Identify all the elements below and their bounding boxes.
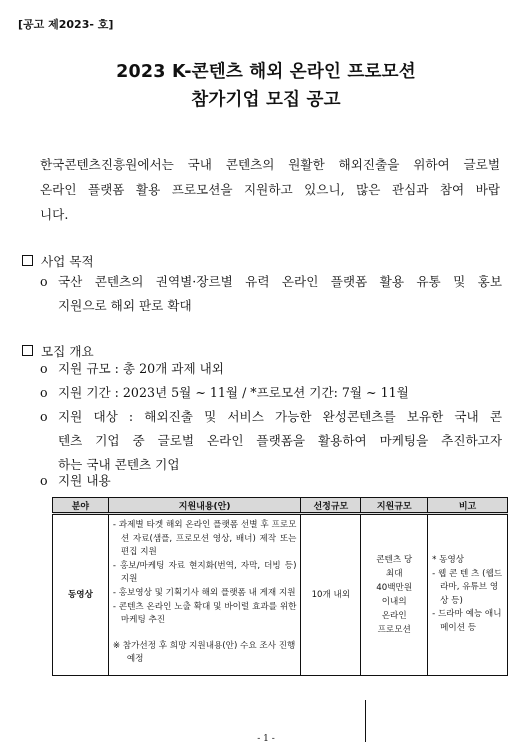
table-row [53,514,508,676]
bullet-line: 지원으로 해외 판로 확대 [58,298,192,313]
content-bullet [40,469,502,493]
bullet-circle-icon: o [40,473,48,488]
remarks-title: * 동영상 [432,555,465,566]
bullet-line: 텐츠 기업 중 글로벌 온라인 플랫폼을 활용하여 마케팅을 추진하고자 [58,433,502,448]
support-scale-cell [361,514,428,676]
support-table [52,497,508,676]
table-header-row [53,498,508,514]
section-title: 사업 목적 [41,254,94,269]
intro-line: 한국콘텐츠진흥원에서는 국내 콘텐츠의 원활한 해외진출을 위하여 글로벌 [40,157,500,172]
scale-bullet [40,357,502,381]
document-title: 2023 K-콘텐츠 해외 온라인 프로모션 [116,62,416,82]
notice-number: [공고 제2023- 호] [18,18,114,31]
support-line: 콘텐츠 당 [376,554,413,565]
target-bullet [40,405,502,477]
section-heading-purpose [22,251,94,270]
support-line: 40백만원 [376,582,413,593]
content-item: - 홍보영상 및 기획기사 해외 플랫폼 내 게재 지원 [112,587,296,598]
table-header: 비고 [428,498,508,514]
bullet-line: 국산 콘텐츠의 권역별·장르별 유력 온라인 플랫폼 활용 유통 및 홍보 [58,274,502,289]
table-header: 분야 [53,498,109,514]
content-item: - 과제별 타겟 해외 온라인 플랫폼 선별 후 프로모션 자료(샘플, 프로모션 영상, 배너) 제작 또는 편집 지원 [112,520,297,558]
bullet-line: 지원 규모 : 총 20개 과제 내외 [58,361,224,376]
content-item: - 홍보/마케팅 자료 현지화(번역, 자막, 더빙 등) 지원 [112,560,297,585]
section-title: 모집 개요 [41,344,94,359]
content-item: - 콘텐츠 온라인 노출 확대 및 바이럴 효과를 위한 마케팅 추진 [112,601,297,626]
bullet-line: 지원 내용 [58,473,111,488]
field-cell: 동영상 [53,514,109,676]
checkbox-square-icon [22,345,33,356]
support-line: 프로모션 [377,624,411,635]
intro-line: 니다. [40,207,69,222]
period-bullet [40,381,502,405]
selection-cell: 10개 내외 [301,514,361,676]
remarks-item: - 드라마 예능 애니메이션 등 [432,609,502,633]
checkbox-square-icon [22,255,33,266]
table-header: 선정규모 [301,498,361,514]
remarks-item: - 웹 콘 텐 츠 (웹드라마, 유튜브 영상 등) [432,568,503,606]
support-line: 최대 [385,568,403,579]
purpose-bullet [40,270,502,318]
content-note: ※ 참가선정 후 희망 지원내용(안) 수요 조사 진행예정 [112,640,296,665]
bullet-circle-icon: o [40,409,48,424]
support-line: 온라인 [381,610,407,621]
page-number: - 1 - [257,734,275,742]
remarks-cell [428,514,508,676]
bullet-line: 지원 기간 : 2023년 5월 ~ 11월 / *프로모션 기간: 7월 ~ 11월 [58,385,409,400]
table-header: 지원규모 [361,498,428,514]
bullet-line: 하는 국내 콘텐츠 기업 [58,457,180,472]
support-line: 이내의 [381,596,407,607]
bullet-circle-icon: o [40,274,48,289]
bullet-circle-icon: o [40,385,48,400]
document-subtitle: 참가기업 모집 공고 [191,90,341,110]
intro-paragraph [40,152,500,227]
bullet-line: 지원 대상 : 해외진출 및 서비스 가능한 완성콘텐츠를 보유한 국내 콘 [58,409,502,424]
bullet-circle-icon: o [40,361,48,376]
intro-line: 온라인 플랫폼 활용 프로모션을 지원하고 있으니, 많은 관심과 참여 바랍 [40,182,500,197]
content-cell [108,514,301,676]
table-header: 지원내용(안) [108,498,301,514]
